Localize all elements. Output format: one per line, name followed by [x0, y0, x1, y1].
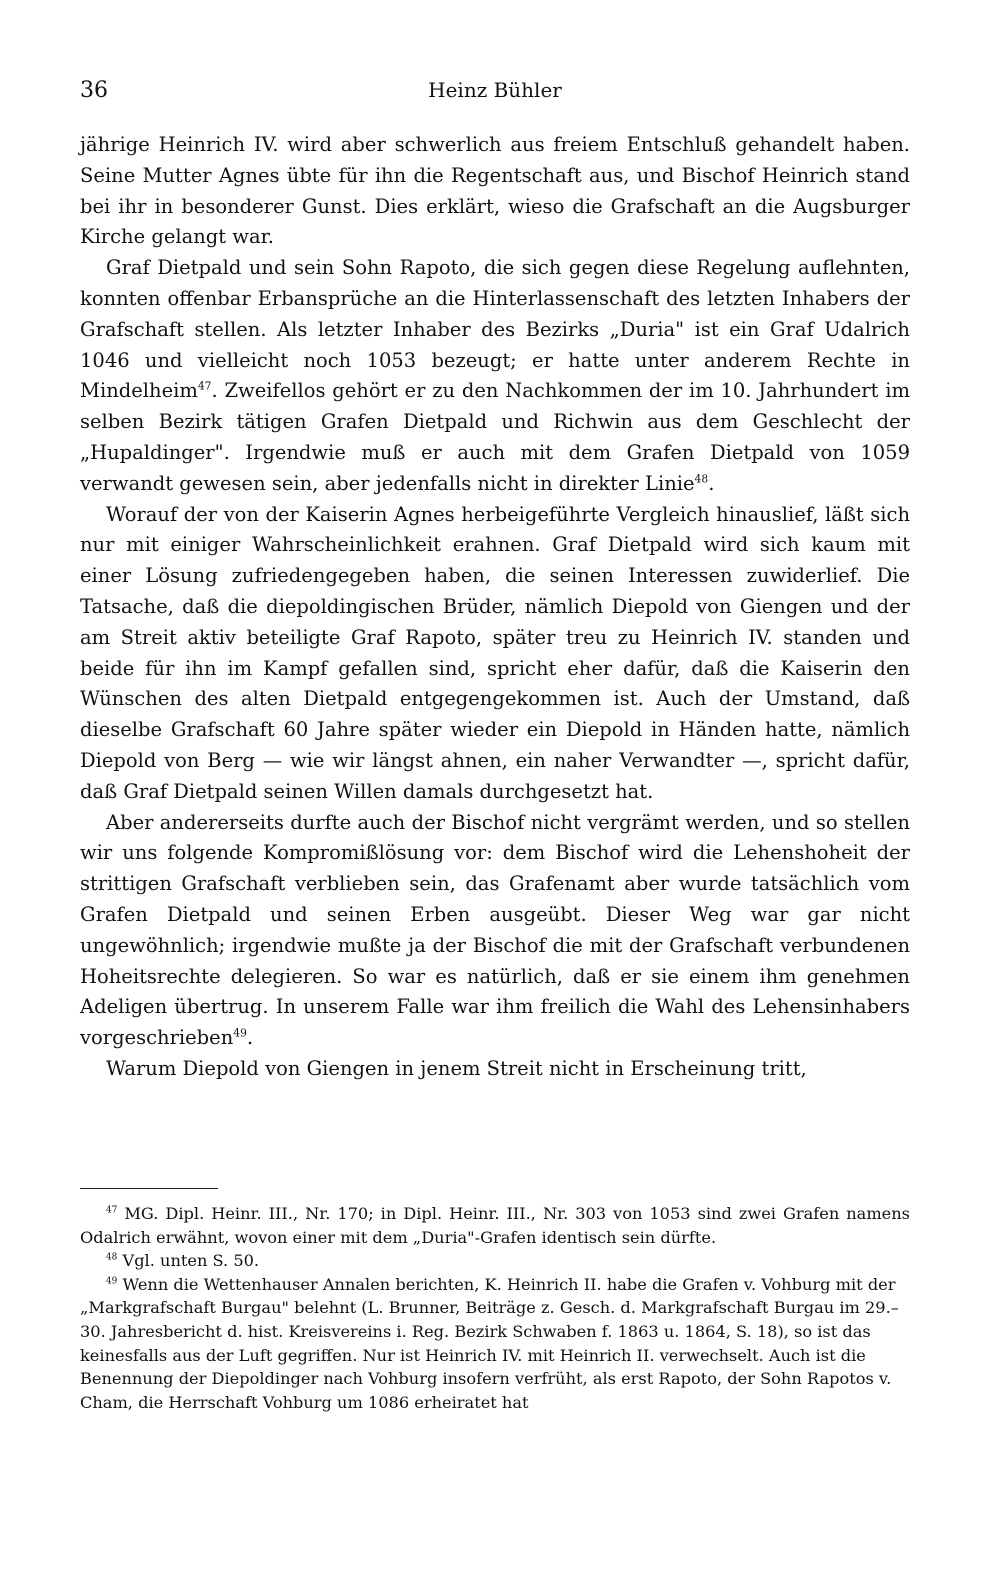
page-number: 36 — [80, 78, 108, 103]
paragraph-4 — [80, 808, 910, 1054]
footnote-ref-47: 47 — [197, 379, 212, 393]
paragraph-2-text-b: . Zweifellos gehört er zu den Nachkommen der im 10. Jahrhundert im selben Bezirk tätigen Grafen Dietpald und Richwin aus dem Geschlecht der „Hupaldinger". Irgendwie muß er auch mit dem Grafen Dietpald von 1059 verwandt gewesen sein, aber jedenfalls nicht in direkter Linie — [80, 379, 910, 495]
body-text — [80, 130, 910, 1085]
running-head: Heinz Bühler — [428, 78, 562, 102]
footnotes — [80, 1202, 910, 1414]
footnote-number: 48 — [106, 1252, 118, 1263]
paragraph-5-text: Warum Diepold von Giengen in jenem Streit nicht in Erscheinung tritt, — [106, 1056, 807, 1080]
footnote-rule — [80, 1188, 218, 1189]
paragraph-3-text: Worauf der von der Kaiserin Agnes herbeigeführte Vergleich hinauslief, läßt sich nur mit einiger Wahrscheinlichkeit erahnen. Graf Dietpald wird sich kaum mit einer Lösung zufriedengegeben haben, die seinen Interessen zuwiderlief. Die Tatsache, daß die diepoldingischen Brüder, nämlich Diepold von Giengen und der am Streit aktiv beteiligte Graf Rapoto, später treu zu Heinrich IV. standen und beide für ihn im Kampf gefallen sind, spricht eher dafür, daß die Kaiserin den Wünschen des alten Dietpald entgegengekommen ist. Auch der Umstand, daß dieselbe Grafschaft 60 Jahre später wieder ein Diepold in Händen hatte, nämlich Diepold von Berg — wie wir längst ahnen, ein naher Verwandter —, spricht dafür, daß Graf Dietpald seinen Willen damals durchgesetzt hat. — [80, 502, 910, 803]
paragraph-3 — [80, 500, 910, 808]
paragraph-4-text-a: Aber andererseits durfte auch der Bischof nicht vergrämt werden, und so stellen wir uns folgende Kompromißlösung vor: dem Bischof wird die Lehenshoheit der strittigen Grafschaft verblieben sein, das Grafenamt aber wurde tatsächlich vom Grafen Dietpald und seinen Erben ausgeübt. Dieser Weg war gar nicht ungewöhnlich; irgendwie mußte ja der Bischof die mit der Grafschaft verbundenen Hoheitsrechte delegieren. So war es natürlich, daß er sie einem ihm genehmen Adeligen übertrug. In unserem Falle war ihm freilich die Wahl des Lehensinhabers vorgeschrieben — [80, 810, 910, 1050]
footnote-47 — [80, 1202, 910, 1249]
paragraph-1 — [80, 130, 910, 253]
paragraph-4-text-b: . — [246, 1026, 254, 1050]
footnote-text: Vgl. unten S. 50. — [122, 1251, 260, 1271]
footnote-48 — [80, 1249, 910, 1273]
footnote-number: 47 — [106, 1205, 118, 1216]
page-header — [80, 70, 910, 110]
paragraph-2-text-a: Graf Dietpald und sein Sohn Rapoto, die sich gegen diese Regelung auflehnten, konnten offenbar Erbansprüche an die Hinterlassenschaft des letzten Inhabers der Grafschaft stellen. Als letzter Inhaber des Bezirks „Duria" ist ein Graf Udalrich 1046 und vielleicht noch 1053 bezeugt; er hatte unter anderem Rechte in Mindelheim — [80, 256, 910, 403]
footnote-text: MG. Dipl. Heinr. III., Nr. 170; in Dipl. Heinr. III., Nr. 303 von 1053 sind zwei Grafen namens Odalrich erwähnt, wovon einer mit dem „Duria"-Grafen identisch sein dürfte. — [80, 1204, 910, 1247]
footnote-ref-49: 49 — [233, 1026, 247, 1040]
footnote-49 — [80, 1273, 910, 1415]
footnote-ref-48: 48 — [694, 472, 709, 486]
footnote-number: 49 — [106, 1276, 118, 1287]
footnote-text: Wenn die Wettenhauser Annalen berichten, K. Heinrich II. habe die Grafen v. Vohburg mit der „Markgrafschaft Burgau" belehnt (L. Brunner, Beiträge z. Gesch. d. Markgrafschaft Burgau im 29.–30. Jahresbericht d. hist. Kreisvereins i. Reg. Bezirk Schwaben f. 1863 u. 1864, S. 18), so ist das keinesfalls aus der Luft gegriffen. Nur ist Heinrich IV. mit Heinrich II. verwechselt. Auch ist die Benennung der Diepoldinger nach Vohburg insofern verfrüht, als erst Rapoto, der Sohn Rapotos v. Cham, die Herrschaft Vohburg um 1086 erheiratet hat — [80, 1274, 899, 1412]
paragraph-2-text-c: . — [708, 471, 715, 495]
paragraph-2 — [80, 253, 910, 499]
paragraph-5 — [80, 1054, 910, 1085]
paragraph-1-text: jährige Heinrich IV. wird aber schwerlich aus freiem Entschluß gehandelt haben. Seine Mutter Agnes übte für ihn die Regentschaft aus, und Bischof Heinrich stand bei ihr in besonderer Gunst. Dies erklärt, wieso die Grafschaft an die Augsburger Kirche gelangt war. — [80, 133, 910, 249]
